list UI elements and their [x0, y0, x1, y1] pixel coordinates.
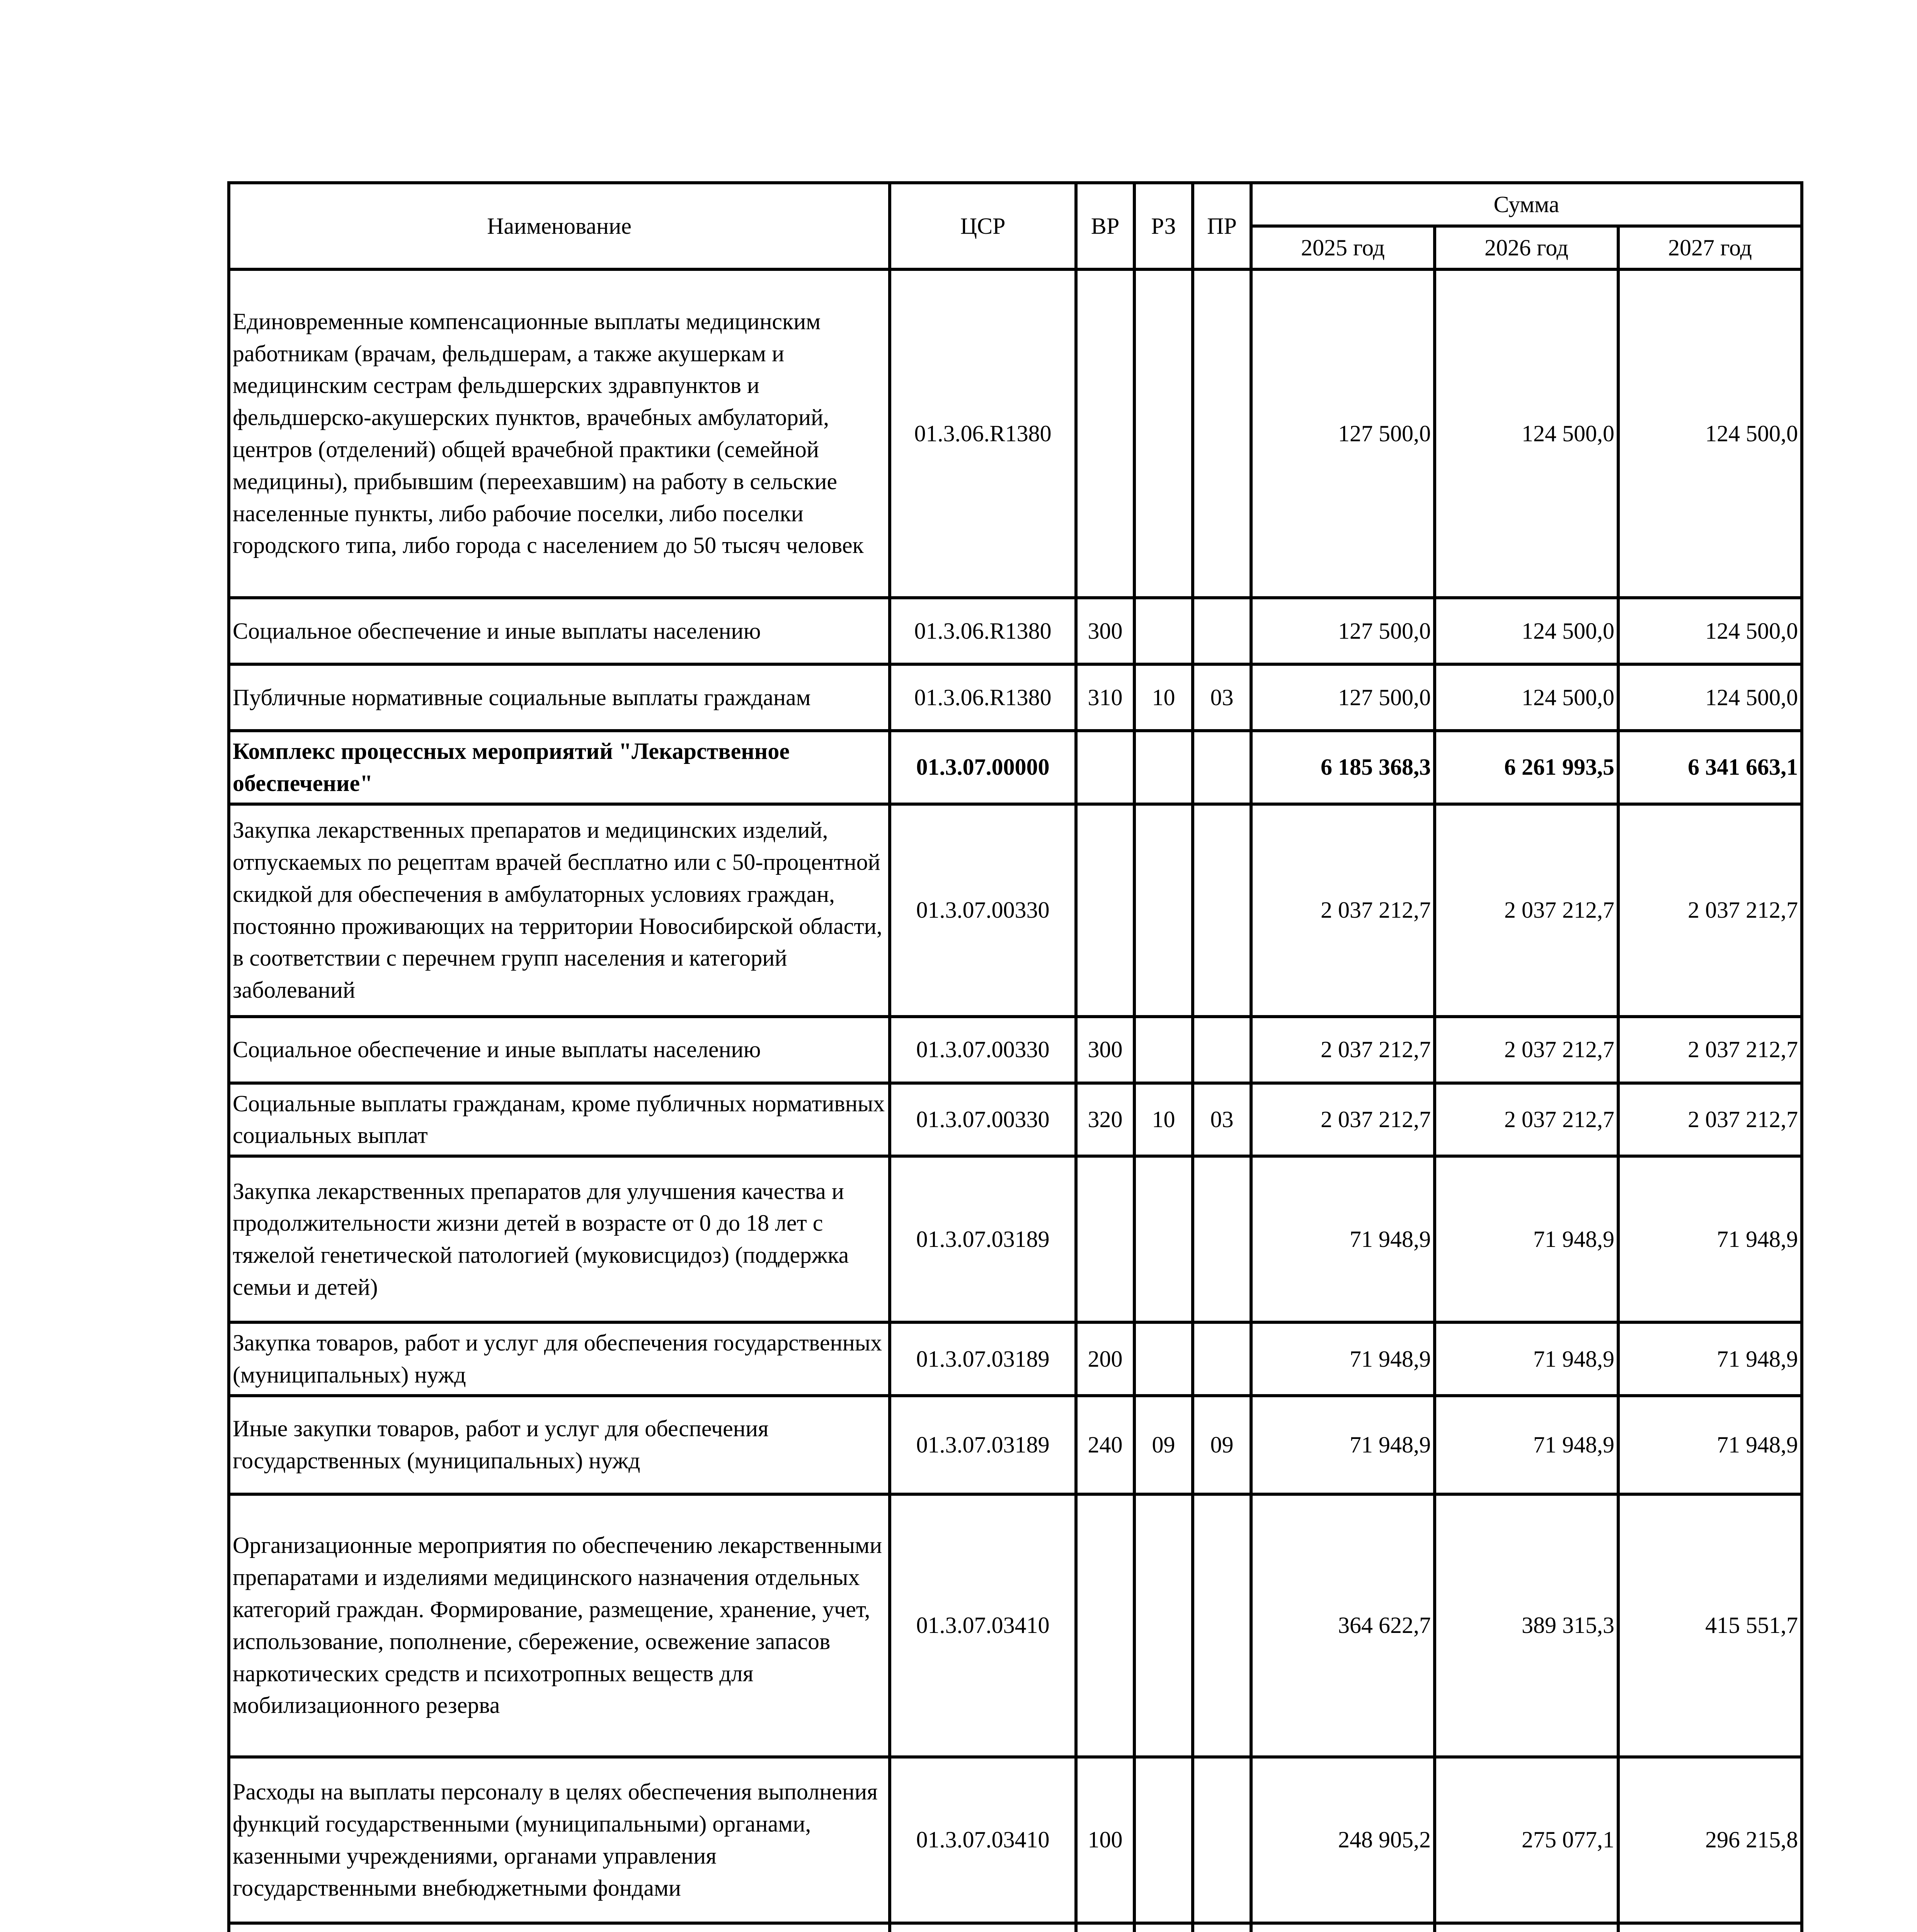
cell-csr — [890, 1923, 1076, 1932]
cell-y2026: 71 948,9 — [1435, 1322, 1618, 1396]
cell-vr: 100 — [1076, 1757, 1134, 1923]
cell-y2027: 71 948,9 — [1618, 1156, 1802, 1322]
cell-rz: 09 — [1134, 1396, 1193, 1494]
cell-csr: 01.3.06.R1380 — [890, 598, 1076, 664]
cell-y2025: 2 037 212,7 — [1251, 1083, 1435, 1156]
cell-y2027: 296 215,8 — [1618, 1757, 1802, 1923]
cell-y2025: 71 948,9 — [1251, 1156, 1435, 1322]
cell-pr — [1193, 1494, 1251, 1757]
table-row — [229, 598, 1802, 664]
cell-csr: 01.3.06.R1380 — [890, 664, 1076, 731]
cell-vr — [1076, 1923, 1134, 1932]
cell-y2026: 2 037 212,7 — [1435, 1083, 1618, 1156]
cell-pr — [1193, 804, 1251, 1017]
table-row — [229, 731, 1802, 804]
table-row — [229, 1322, 1802, 1396]
cell-csr: 01.3.07.00330 — [890, 1083, 1076, 1156]
table-row — [229, 1757, 1802, 1923]
cell-rz — [1134, 598, 1193, 664]
cell-csr: 01.3.07.00330 — [890, 1017, 1076, 1083]
cell-csr: 01.3.07.03410 — [890, 1494, 1076, 1757]
cell-name: Единовременные компенсационные выплаты медицинским работникам (врачам, фельдшерам, а также акушеркам и медицинским сестрам фельдшерских здравпунктов и фельдшерско-акушерских пунктов, врачебных амбулаторий, центров (отделений) общей врачебной практики (семейной медицины), прибывшим (переехавшим) на работу в сельские населенные пункты, либо рабочие поселки, либо поселки городского типа, либо города с населением до 50 тысяч человек — [229, 269, 890, 598]
cell-y2025: 127 500,0 — [1251, 598, 1435, 664]
cell-name: Публичные нормативные социальные выплаты гражданам — [229, 664, 890, 731]
header-pr: ПР — [1193, 183, 1251, 269]
cell-rz — [1134, 1017, 1193, 1083]
cell-y2026: 275 077,1 — [1435, 1757, 1618, 1923]
table-row — [229, 664, 1802, 731]
cell-y2025: 248 905,2 — [1251, 1757, 1435, 1923]
cell-y2026: 2 037 212,7 — [1435, 1017, 1618, 1083]
cell-rz — [1134, 731, 1193, 804]
cell-y2026 — [1435, 1923, 1618, 1932]
cell-rz — [1134, 1156, 1193, 1322]
cell-rz: 10 — [1134, 1083, 1193, 1156]
cell-csr: 01.3.06.R1380 — [890, 269, 1076, 598]
cell-vr: 200 — [1076, 1322, 1134, 1396]
cell-y2026: 124 500,0 — [1435, 598, 1618, 664]
header-sum: Сумма — [1251, 183, 1802, 226]
cell-pr — [1193, 269, 1251, 598]
cell-csr: 01.3.07.03189 — [890, 1396, 1076, 1494]
cell-pr — [1193, 1757, 1251, 1923]
cell-vr: 300 — [1076, 1017, 1134, 1083]
cell-csr: 01.3.07.00330 — [890, 804, 1076, 1017]
cell-y2027: 124 500,0 — [1618, 598, 1802, 664]
cell-y2025: 2 037 212,7 — [1251, 1017, 1435, 1083]
cell-vr — [1076, 1156, 1134, 1322]
cell-rz: 10 — [1134, 664, 1193, 731]
cell-pr — [1193, 1322, 1251, 1396]
cell-csr: 01.3.07.03189 — [890, 1322, 1076, 1396]
header-name: Наименование — [229, 183, 890, 269]
cell-rz — [1134, 804, 1193, 1017]
cell-y2027: 124 500,0 — [1618, 269, 1802, 598]
cell-rz — [1134, 269, 1193, 598]
cell-vr — [1076, 269, 1134, 598]
cell-y2025 — [1251, 1923, 1435, 1932]
cell-pr: 03 — [1193, 664, 1251, 731]
header-year-2027: 2027 год — [1618, 226, 1802, 269]
cell-y2027: 71 948,9 — [1618, 1396, 1802, 1494]
cell-pr — [1193, 1156, 1251, 1322]
cell-vr — [1076, 804, 1134, 1017]
cell-vr: 310 — [1076, 664, 1134, 731]
cell-y2027: 71 948,9 — [1618, 1322, 1802, 1396]
table-row — [229, 1083, 1802, 1156]
cell-y2025: 71 948,9 — [1251, 1396, 1435, 1494]
cell-y2026: 2 037 212,7 — [1435, 804, 1618, 1017]
cell-name: Социальное обеспечение и иные выплаты населению — [229, 1017, 890, 1083]
cell-name: Закупка лекарственных препаратов и медицинских изделий, отпускаемых по рецептам врачей бесплатно или с 50-процентной скидкой для обеспечения в амбулаторных условиях граждан, постоянно проживающих на территории Новосибирской области, в соответствии с перечнем групп населения и категорий заболеваний — [229, 804, 890, 1017]
cell-vr: 240 — [1076, 1396, 1134, 1494]
cell-y2027: 2 037 212,7 — [1618, 804, 1802, 1017]
table-row — [229, 1156, 1802, 1322]
cell-csr: 01.3.07.00000 — [890, 731, 1076, 804]
cell-name: Социальные выплаты гражданам, кроме публичных нормативных социальных выплат — [229, 1083, 890, 1156]
cell-pr — [1193, 1017, 1251, 1083]
cell-y2026: 389 315,3 — [1435, 1494, 1618, 1757]
cell-y2026: 71 948,9 — [1435, 1156, 1618, 1322]
cell-y2026: 124 500,0 — [1435, 664, 1618, 731]
cell-name: Закупка товаров, работ и услуг для обеспечения государственных (муниципальных) нужд — [229, 1322, 890, 1396]
cell-vr: 320 — [1076, 1083, 1134, 1156]
cell-pr — [1193, 1923, 1251, 1932]
cell-y2025: 127 500,0 — [1251, 269, 1435, 598]
cell-rz — [1134, 1322, 1193, 1396]
header-year-2026: 2026 год — [1435, 226, 1618, 269]
table-header — [229, 183, 1802, 269]
table-row — [229, 1396, 1802, 1494]
cell-vr — [1076, 1494, 1134, 1757]
table-body — [229, 269, 1802, 1932]
cell-csr: 01.3.07.03410 — [890, 1757, 1076, 1923]
cell-rz — [1134, 1494, 1193, 1757]
table-row — [229, 269, 1802, 598]
table-row — [229, 804, 1802, 1017]
cell-pr — [1193, 731, 1251, 804]
cell-name — [229, 1923, 890, 1932]
cell-y2027: 6 341 663,1 — [1618, 731, 1802, 804]
cell-pr: 09 — [1193, 1396, 1251, 1494]
cell-y2025: 364 622,7 — [1251, 1494, 1435, 1757]
cell-vr — [1076, 731, 1134, 804]
cell-rz — [1134, 1923, 1193, 1932]
table-row — [229, 1017, 1802, 1083]
cell-y2027: 124 500,0 — [1618, 664, 1802, 731]
cell-pr — [1193, 598, 1251, 664]
cell-name: Расходы на выплаты персоналу в целях обеспечения выполнения функций государственными (муниципальными) органами, казенными учреждениями, органами управления государственными внебюджетными фондами — [229, 1757, 890, 1923]
cell-y2026: 6 261 993,5 — [1435, 731, 1618, 804]
cell-y2025: 71 948,9 — [1251, 1322, 1435, 1396]
header-rz: РЗ — [1134, 183, 1193, 269]
cell-name: Закупка лекарственных препаратов для улучшения качества и продолжительности жизни детей в возрасте от 0 до 18 лет с тяжелой генетической патологией (муковисцидоз) (поддержка семьи и детей) — [229, 1156, 890, 1322]
cell-name: Социальное обеспечение и иные выплаты населению — [229, 598, 890, 664]
cell-y2027: 2 037 212,7 — [1618, 1083, 1802, 1156]
cell-vr: 300 — [1076, 598, 1134, 664]
cell-pr: 03 — [1193, 1083, 1251, 1156]
table-row — [229, 1923, 1802, 1932]
header-year-2025: 2025 год — [1251, 226, 1435, 269]
budget-table — [227, 181, 1803, 1932]
cell-csr: 01.3.07.03189 — [890, 1156, 1076, 1322]
cell-y2026: 71 948,9 — [1435, 1396, 1618, 1494]
cell-name: Организационные мероприятия по обеспечению лекарственными препаратами и изделиями медицинского назначения отдельных категорий граждан. Формирование, размещение, хранение, учет, использование, пополнение, сбережение, освежение запасов наркотических средств и психотропных веществ для мобилизационного резерва — [229, 1494, 890, 1757]
cell-y2027 — [1618, 1923, 1802, 1932]
cell-y2027: 2 037 212,7 — [1618, 1017, 1802, 1083]
cell-y2025: 127 500,0 — [1251, 664, 1435, 731]
cell-y2025: 6 185 368,3 — [1251, 731, 1435, 804]
header-vr: ВР — [1076, 183, 1134, 269]
cell-name: Комплекс процессных мероприятий "Лекарственное обеспечение" — [229, 731, 890, 804]
cell-y2025: 2 037 212,7 — [1251, 804, 1435, 1017]
table-row — [229, 1494, 1802, 1757]
header-csr: ЦСР — [890, 183, 1076, 269]
cell-y2027: 415 551,7 — [1618, 1494, 1802, 1757]
cell-rz — [1134, 1757, 1193, 1923]
cell-name: Иные закупки товаров, работ и услуг для обеспечения государственных (муниципальных) нужд — [229, 1396, 890, 1494]
cell-y2026: 124 500,0 — [1435, 269, 1618, 598]
